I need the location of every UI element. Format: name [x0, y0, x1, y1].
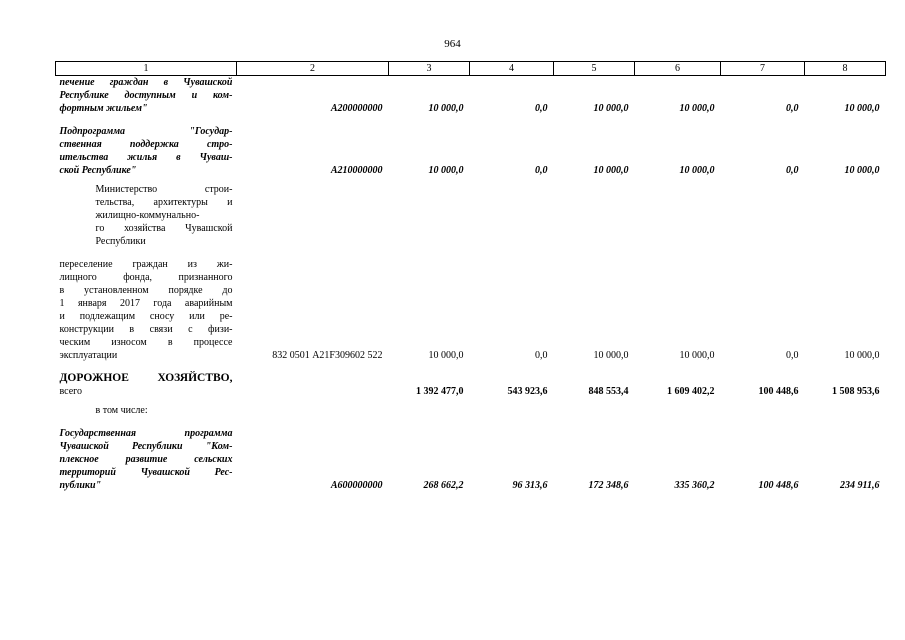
description-line: территорий Чувашской Рес- — [59, 467, 233, 478]
description-line: Подпрограмма "Государ- — [59, 126, 233, 137]
row-value — [635, 398, 721, 417]
row-code: А210000000 — [330, 165, 383, 176]
row-value: 10 000,0 — [844, 103, 880, 114]
description-line: жилищно-коммунально- — [95, 210, 200, 221]
row-value: 543 923,6 — [507, 386, 548, 397]
description-line: публики" — [59, 480, 102, 491]
row-value: 10 000,0 — [679, 165, 715, 176]
row-value: 234 911,6 — [840, 480, 880, 491]
budget-table — [55, 61, 886, 492]
description-line: всего — [59, 386, 83, 397]
row-value: 10 000,0 — [428, 165, 464, 176]
table-row — [56, 362, 886, 398]
row-value — [721, 398, 805, 417]
row-code: А200000000 — [330, 103, 383, 114]
row-value — [805, 177, 886, 248]
row-value — [470, 177, 554, 248]
row-description — [56, 115, 237, 177]
description-line: фортным жильем" — [59, 103, 148, 114]
row-code: А600000000 — [330, 480, 383, 491]
row-value: 0,0 — [535, 103, 548, 114]
row-value: 0,0 — [786, 103, 799, 114]
description-line: ДОРОЖНОЕ ХОЗЯЙСТВО, — [59, 372, 233, 384]
row-value: 172 348,6 — [588, 480, 629, 491]
table-body — [56, 76, 886, 493]
table-row — [56, 115, 886, 177]
row-value — [805, 398, 886, 417]
description-line: тельства, архитектуры и — [95, 197, 233, 208]
row-value — [721, 177, 805, 248]
row-value — [554, 398, 635, 417]
row-value: 10 000,0 — [593, 350, 629, 361]
description-line: го хозяйства Чувашской — [95, 223, 233, 234]
column-header: 7 — [721, 62, 805, 76]
table-row — [56, 76, 886, 116]
row-value: 10 000,0 — [593, 165, 629, 176]
row-value — [470, 398, 554, 417]
row-value: 848 553,4 — [588, 386, 629, 397]
column-header: 3 — [389, 62, 470, 76]
row-description — [56, 248, 237, 362]
table-row — [56, 417, 886, 492]
description-line: Республики — [95, 236, 146, 247]
row-value — [389, 398, 470, 417]
row-value: 100 448,6 — [758, 480, 799, 491]
description-line: Государственная программа — [59, 428, 233, 439]
column-number-row — [56, 62, 886, 76]
row-description — [56, 76, 237, 116]
row-value: 10 000,0 — [679, 103, 715, 114]
row-value — [389, 177, 470, 248]
description-line: эксплуатации — [59, 350, 118, 361]
row-value: 1 392 477,0 — [416, 386, 464, 397]
row-description — [56, 398, 237, 417]
description-line: плексное развитие сельских — [59, 454, 233, 465]
description-line: ческим износом в процессе — [59, 337, 233, 348]
row-value: 0,0 — [786, 165, 799, 176]
row-value: 0,0 — [535, 350, 548, 361]
row-value: 0,0 — [535, 165, 548, 176]
description-line: лищного фонда, признанного — [59, 272, 233, 283]
row-description — [56, 417, 237, 492]
description-line: в том числе: — [95, 405, 148, 416]
description-line: ительства жилья в Чуваш- — [59, 152, 233, 163]
row-code — [237, 362, 389, 398]
description-line: печение граждан в Чувашской — [59, 77, 233, 88]
row-value: 100 448,6 — [758, 386, 799, 397]
description-line: ственная поддержка стро- — [59, 139, 233, 150]
column-header: 4 — [470, 62, 554, 76]
row-value: 268 662,2 — [423, 480, 464, 491]
description-line: и подлежащим сносу или ре- — [59, 311, 233, 322]
description-line: ской Республике" — [59, 165, 137, 176]
row-code: 832 0501 А21F309602 522 — [272, 350, 383, 361]
page-number: 964 — [444, 38, 461, 50]
row-value — [554, 177, 635, 248]
row-value: 10 000,0 — [428, 350, 464, 361]
description-line: 1 января 2017 года аварийным — [59, 298, 233, 309]
row-value: 96 313,6 — [512, 480, 548, 491]
row-value: 10 000,0 — [844, 165, 880, 176]
description-line: Чувашской Республики "Ком- — [59, 441, 233, 452]
row-value: 10 000,0 — [428, 103, 464, 114]
row-description — [56, 362, 237, 398]
column-header: 1 — [56, 62, 237, 76]
column-header: 5 — [554, 62, 635, 76]
row-value: 10 000,0 — [679, 350, 715, 361]
column-header: 8 — [805, 62, 886, 76]
row-value: 0,0 — [786, 350, 799, 361]
row-value — [635, 177, 721, 248]
row-value: 10 000,0 — [844, 350, 880, 361]
row-value: 1 508 953,6 — [832, 386, 880, 397]
row-code — [237, 398, 389, 417]
column-header: 2 — [237, 62, 389, 76]
column-header: 6 — [635, 62, 721, 76]
description-line: Республике доступным и ком- — [59, 90, 233, 101]
row-value: 10 000,0 — [593, 103, 629, 114]
row-code — [237, 177, 389, 248]
table-row — [56, 248, 886, 362]
description-line: переселение граждан из жи- — [59, 259, 233, 270]
row-value: 335 360,2 — [674, 480, 715, 491]
table-row — [56, 398, 886, 417]
description-line: в установленном порядке до — [59, 285, 233, 296]
description-line: Министерство строи- — [95, 184, 233, 195]
table-row — [56, 177, 886, 248]
row-value: 1 609 402,2 — [667, 386, 715, 397]
description-line: конструкции в связи с физи- — [59, 324, 233, 335]
row-description — [56, 177, 237, 248]
